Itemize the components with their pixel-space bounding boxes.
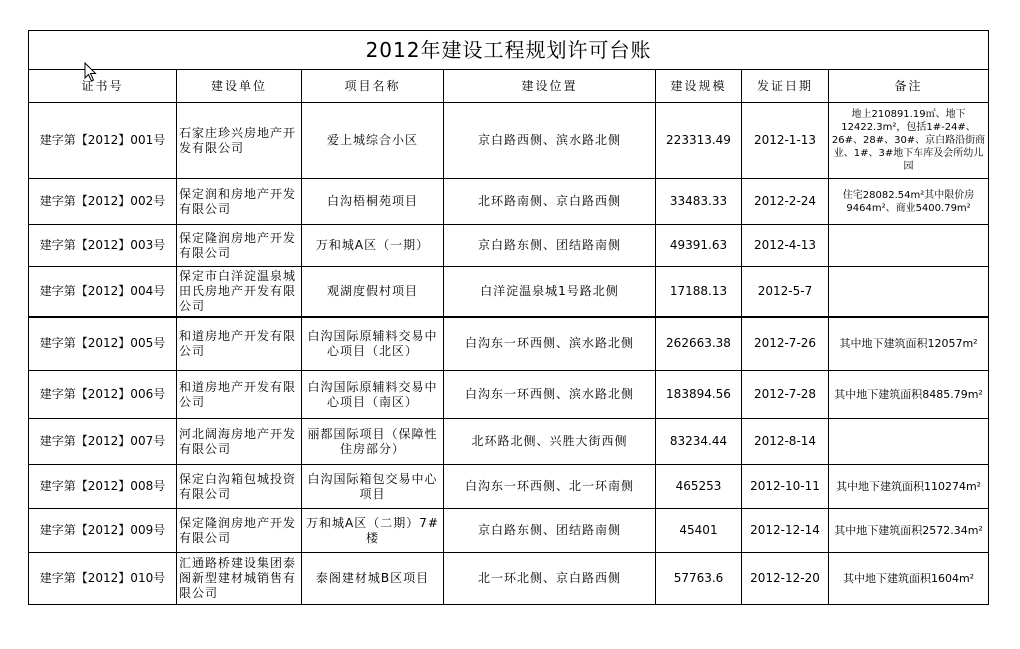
location-cell[interactable]: 白沟东一环西侧、滨水路北侧 bbox=[444, 317, 656, 371]
cert-number-cell[interactable]: 建字第【2012】010号 bbox=[29, 553, 177, 605]
remarks-cell[interactable] bbox=[829, 267, 989, 317]
issue-date-cell[interactable]: 2012-7-26 bbox=[742, 317, 829, 371]
project-name-cell[interactable]: 万和城A区（一期） bbox=[302, 225, 444, 267]
scale-cell[interactable]: 17188.13 bbox=[656, 267, 742, 317]
remarks-cell[interactable]: 其中地下建筑面积2572.34m² bbox=[829, 509, 989, 553]
table-title[interactable]: 2012年建设工程规划许可台账 bbox=[29, 31, 989, 70]
location-cell[interactable]: 白洋淀温泉城1号路北侧 bbox=[444, 267, 656, 317]
project-name-cell[interactable]: 观湖度假村项目 bbox=[302, 267, 444, 317]
mouse-cursor-icon bbox=[84, 62, 98, 82]
cert-number-cell[interactable]: 建字第【2012】002号 bbox=[29, 179, 177, 225]
scale-cell[interactable]: 57763.6 bbox=[656, 553, 742, 605]
project-name-cell[interactable]: 万和城A区（二期）7#楼 bbox=[302, 509, 444, 553]
issue-date-cell[interactable]: 2012-1-13 bbox=[742, 103, 829, 179]
table-row bbox=[29, 465, 989, 509]
scale-cell[interactable]: 262663.38 bbox=[656, 317, 742, 371]
cert-number-cell[interactable]: 建字第【2012】001号 bbox=[29, 103, 177, 179]
cert-number-cell[interactable]: 建字第【2012】006号 bbox=[29, 371, 177, 419]
issue-date-cell[interactable]: 2012-7-28 bbox=[742, 371, 829, 419]
remarks-cell[interactable]: 其中地下建筑面积110274m² bbox=[829, 465, 989, 509]
issue-date-cell[interactable]: 2012-2-24 bbox=[742, 179, 829, 225]
builder-cell[interactable]: 河北阔海房地产开发有限公司 bbox=[177, 419, 302, 465]
builder-cell[interactable]: 保定白沟箱包城投资有限公司 bbox=[177, 465, 302, 509]
builder-cell[interactable]: 和道房地产开发有限公司 bbox=[177, 317, 302, 371]
table-row bbox=[29, 509, 989, 553]
header-location[interactable]: 建设位置 bbox=[444, 70, 656, 103]
scale-cell[interactable]: 223313.49 bbox=[656, 103, 742, 179]
project-name-cell[interactable]: 丽都国际项目（保障性住房部分） bbox=[302, 419, 444, 465]
scale-cell[interactable]: 45401 bbox=[656, 509, 742, 553]
project-name-cell[interactable]: 白沟国际原辅料交易中心项目（南区） bbox=[302, 371, 444, 419]
cert-number-cell[interactable]: 建字第【2012】007号 bbox=[29, 419, 177, 465]
location-cell[interactable]: 白沟东一环西侧、北一环南侧 bbox=[444, 465, 656, 509]
scale-cell[interactable]: 83234.44 bbox=[656, 419, 742, 465]
header-scale[interactable]: 建设规模 bbox=[656, 70, 742, 103]
project-name-cell[interactable]: 泰阁建材城B区项目 bbox=[302, 553, 444, 605]
remarks-cell[interactable]: 其中地下建筑面积8485.79m² bbox=[829, 371, 989, 419]
table-row bbox=[29, 317, 989, 371]
cert-number-cell[interactable]: 建字第【2012】009号 bbox=[29, 509, 177, 553]
location-cell[interactable]: 白沟东一环西侧、滨水路北侧 bbox=[444, 371, 656, 419]
issue-date-cell[interactable]: 2012-8-14 bbox=[742, 419, 829, 465]
header-issue-date[interactable]: 发证日期 bbox=[742, 70, 829, 103]
location-cell[interactable]: 京白路西侧、滨水路北侧 bbox=[444, 103, 656, 179]
remarks-cell[interactable] bbox=[829, 225, 989, 267]
location-cell[interactable]: 北环路北侧、兴胜大街西侧 bbox=[444, 419, 656, 465]
project-name-cell[interactable]: 白沟国际原辅料交易中心项目（北区） bbox=[302, 317, 444, 371]
scale-cell[interactable]: 33483.33 bbox=[656, 179, 742, 225]
builder-cell[interactable]: 保定润和房地产开发有限公司 bbox=[177, 179, 302, 225]
header-row bbox=[29, 70, 989, 103]
table-row bbox=[29, 371, 989, 419]
issue-date-cell[interactable]: 2012-10-11 bbox=[742, 465, 829, 509]
header-builder[interactable]: 建设单位 bbox=[177, 70, 302, 103]
cert-number-cell[interactable]: 建字第【2012】008号 bbox=[29, 465, 177, 509]
table-row bbox=[29, 103, 989, 179]
issue-date-cell[interactable]: 2012-5-7 bbox=[742, 267, 829, 317]
builder-cell[interactable]: 汇通路桥建设集团泰阁新型建材城销售有限公司 bbox=[177, 553, 302, 605]
table-row bbox=[29, 419, 989, 465]
header-project[interactable]: 项目名称 bbox=[302, 70, 444, 103]
project-name-cell[interactable]: 白沟梧桐苑项目 bbox=[302, 179, 444, 225]
issue-date-cell[interactable]: 2012-12-14 bbox=[742, 509, 829, 553]
builder-cell[interactable]: 保定隆润房地产开发有限公司 bbox=[177, 509, 302, 553]
remarks-cell[interactable] bbox=[829, 419, 989, 465]
table-row bbox=[29, 225, 989, 267]
location-cell[interactable]: 北环路南侧、京白路西侧 bbox=[444, 179, 656, 225]
builder-cell[interactable]: 保定市白洋淀温泉城田氏房地产开发有限公司 bbox=[177, 267, 302, 317]
issue-date-cell[interactable]: 2012-4-13 bbox=[742, 225, 829, 267]
title-row bbox=[29, 31, 989, 70]
location-cell[interactable]: 京白路东侧、团结路南侧 bbox=[444, 225, 656, 267]
builder-cell[interactable]: 保定隆润房地产开发有限公司 bbox=[177, 225, 302, 267]
location-cell[interactable]: 北一环北侧、京白路西侧 bbox=[444, 553, 656, 605]
remarks-cell[interactable]: 其中地下建筑面积12057m² bbox=[829, 317, 989, 371]
table-row bbox=[29, 553, 989, 605]
remarks-cell[interactable]: 其中地下建筑面积1604m² bbox=[829, 553, 989, 605]
issue-date-cell[interactable]: 2012-12-20 bbox=[742, 553, 829, 605]
scale-cell[interactable]: 465253 bbox=[656, 465, 742, 509]
header-cert-no[interactable]: 证书号 bbox=[29, 70, 177, 103]
cert-number-cell[interactable]: 建字第【2012】003号 bbox=[29, 225, 177, 267]
scale-cell[interactable]: 183894.56 bbox=[656, 371, 742, 419]
cert-number-cell[interactable]: 建字第【2012】005号 bbox=[29, 317, 177, 371]
remarks-cell[interactable]: 住宅28082.54m²其中限价房9464m²、商业5400.79m² bbox=[829, 179, 989, 225]
location-cell[interactable]: 京白路东侧、团结路南侧 bbox=[444, 509, 656, 553]
remarks-cell[interactable]: 地上210891.19㎡、地下12422.3m²，包括1#-24#、26#、28#、30#、京白路沿街商业、1#、3#地下车库及会所幼儿园 bbox=[829, 103, 989, 179]
project-name-cell[interactable]: 白沟国际箱包交易中心项目 bbox=[302, 465, 444, 509]
project-name-cell[interactable]: 爱上城综合小区 bbox=[302, 103, 444, 179]
scale-cell[interactable]: 49391.63 bbox=[656, 225, 742, 267]
table-row bbox=[29, 179, 989, 225]
builder-cell[interactable]: 和道房地产开发有限公司 bbox=[177, 371, 302, 419]
header-remarks[interactable]: 备注 bbox=[829, 70, 989, 103]
table-row bbox=[29, 267, 989, 317]
permit-ledger-table bbox=[28, 30, 989, 605]
builder-cell[interactable]: 石家庄珍兴房地产开发有限公司 bbox=[177, 103, 302, 179]
cert-number-cell[interactable]: 建字第【2012】004号 bbox=[29, 267, 177, 317]
